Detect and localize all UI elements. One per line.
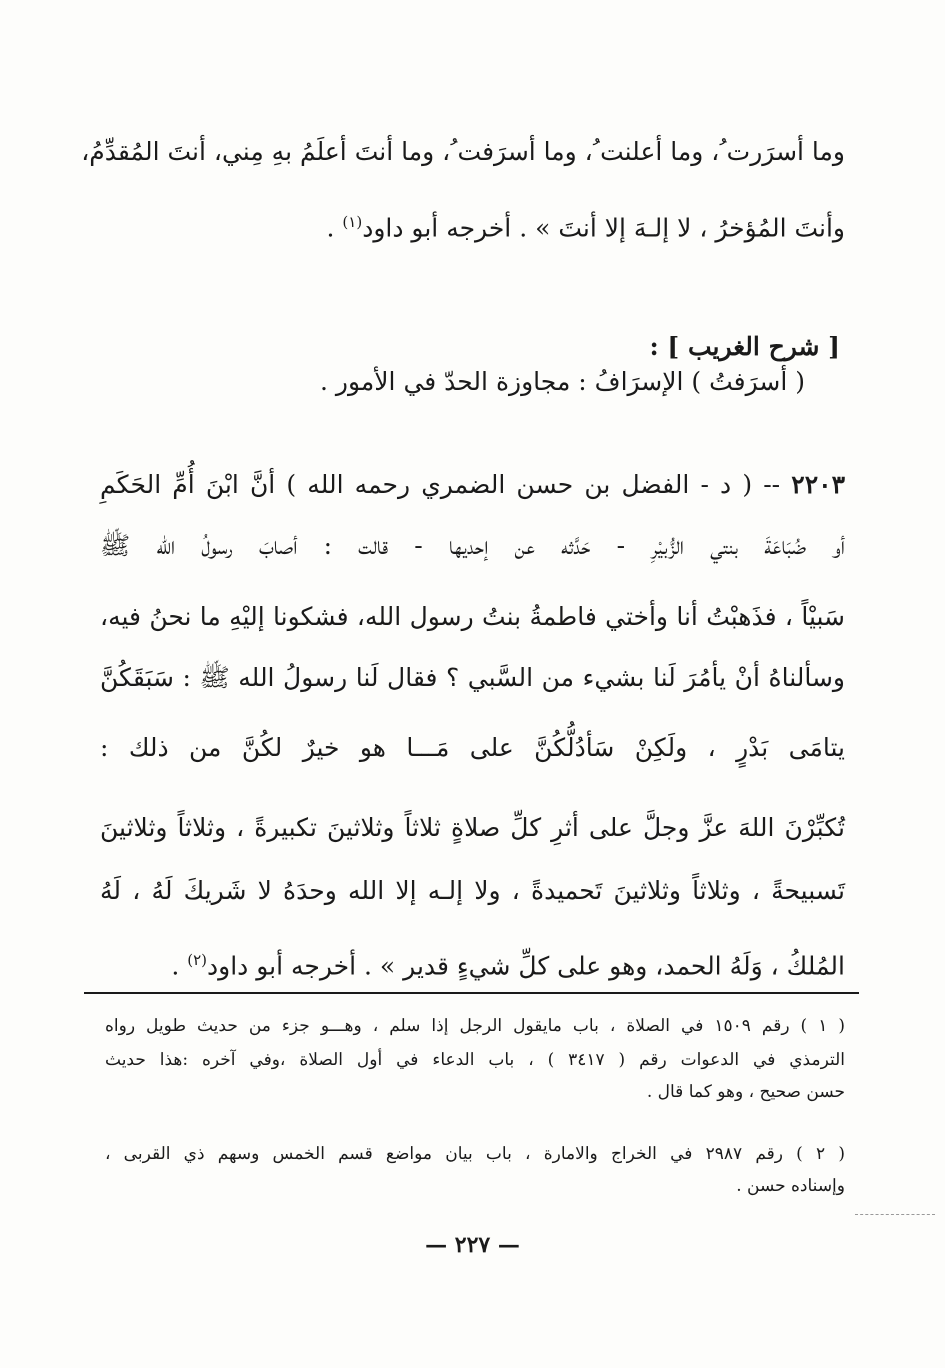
margin-dashes	[855, 1214, 935, 1215]
hadith-line-4: يتامَى بَدْرٍ ، ولَكِنْ سَأدُلُّكُنَّ على مَـــا هو خيرٌ لكُنَّ من ذلك :	[100, 733, 845, 762]
hadith-first-line	[100, 465, 845, 505]
hadith-number: ٢٢٠٣	[791, 470, 845, 499]
hadith-line-5: تُكبِّرْنَ اللهَ عزَّ وجلَّ على أثرِ كلِّ صلاةٍ ثلاثاً وثلاثينَ تكبيرةً ، وثلاثاً وثلاثينَ	[100, 813, 845, 842]
footnote-1-line-1: ( ١ ) رقم ١٥٠٩ في الصلاة ، باب مايقول الرجل إذا سلم ، وهـــو جزء من حديث طويل رواه	[105, 1016, 845, 1036]
footnote-divider	[84, 992, 859, 994]
footnote-ref-2: (٢)	[187, 951, 208, 969]
hadith-first-line-text: -- ( د - الفضل بن حسن الضمري رحمه الله ) أنَّ ابْنَ أُمِّ الحَكَمِ	[100, 470, 792, 499]
text-line-1: وما أسرَرت ُ، وما أعلنت ُ، وما أسرَفت ُ، وما أنتَ أعلَمُ بهِ مِني، أنتَ المُقدِّمُ،	[81, 137, 845, 166]
footnote-1-line-2: الترمذي في الدعوات رقم ( ٣٤١٧ ) ، باب الدعاء في أول الصلاة ،وفي آخره :هذا حديث	[105, 1050, 845, 1070]
footnote-2-line-2: وإسناده حسن .	[736, 1176, 845, 1196]
text-line-2-body: وأنتَ المُؤخرُ ، لا إلـهَ إلا أنتَ » . أخرجه أبو داود	[362, 213, 845, 243]
hadith-line-6: تَسبيحةً ، وثلاثاً وثلاثينَ تَحميدةً ، ولا إلـه إلا الله وحدَهُ لا شَريكَ لَهُ ، لَهُ	[100, 876, 845, 905]
hadith-line-7-end: .	[171, 951, 188, 981]
gharib-heading: [ شرح الغريب ] :	[649, 332, 840, 361]
hadith-line-7	[100, 940, 845, 986]
text-line-2-end: .	[326, 213, 343, 243]
footnote-2-line-1: ( ٢ ) رقم ٢٩٨٧ في الخراج والامارة ، باب بيان مواضع قسم الخمس وسهم ذي القربى ،	[105, 1144, 845, 1164]
hadith-line-1: أو ضُبَاعَةَ بنتي الزُّبيْرِ - حَدَّثه عن إحديها - قالت : أصابَ رسولُ الله ﷺ	[100, 531, 845, 560]
hadith-line-3: وسألناهُ أنْ يأمُرَ لَنا بشيء من السَّبي ؟ فقال لَنا رسولُ الله ﷺ : سَبَقَكُنَّ	[100, 663, 845, 692]
footnote-1-line-3: حسن صحيح ، وهو كما قال .	[646, 1082, 845, 1102]
hadith-line-2: سَبيْاً ، فذَهبْتُ أنا وأختي فاطمةُ بنتُ رسول الله، فشكونا إليْهِ ما نحنُ فيه،	[100, 602, 845, 631]
text-line-2	[100, 202, 845, 248]
hadith-line-7-body: المُلكُ ، وَلَهُ الحمد، وهو على كلِّ شيءٍ قدير » . أخرجه أبو داود	[207, 951, 845, 981]
footnote-ref-1: (١)	[342, 213, 363, 231]
page-number: — ٢٢٧ —	[425, 1232, 520, 1258]
gharib-body: ( أسرَفتُ ) الإسرَافُ : مجاوزة الحدّ في الأمور .	[320, 367, 805, 396]
